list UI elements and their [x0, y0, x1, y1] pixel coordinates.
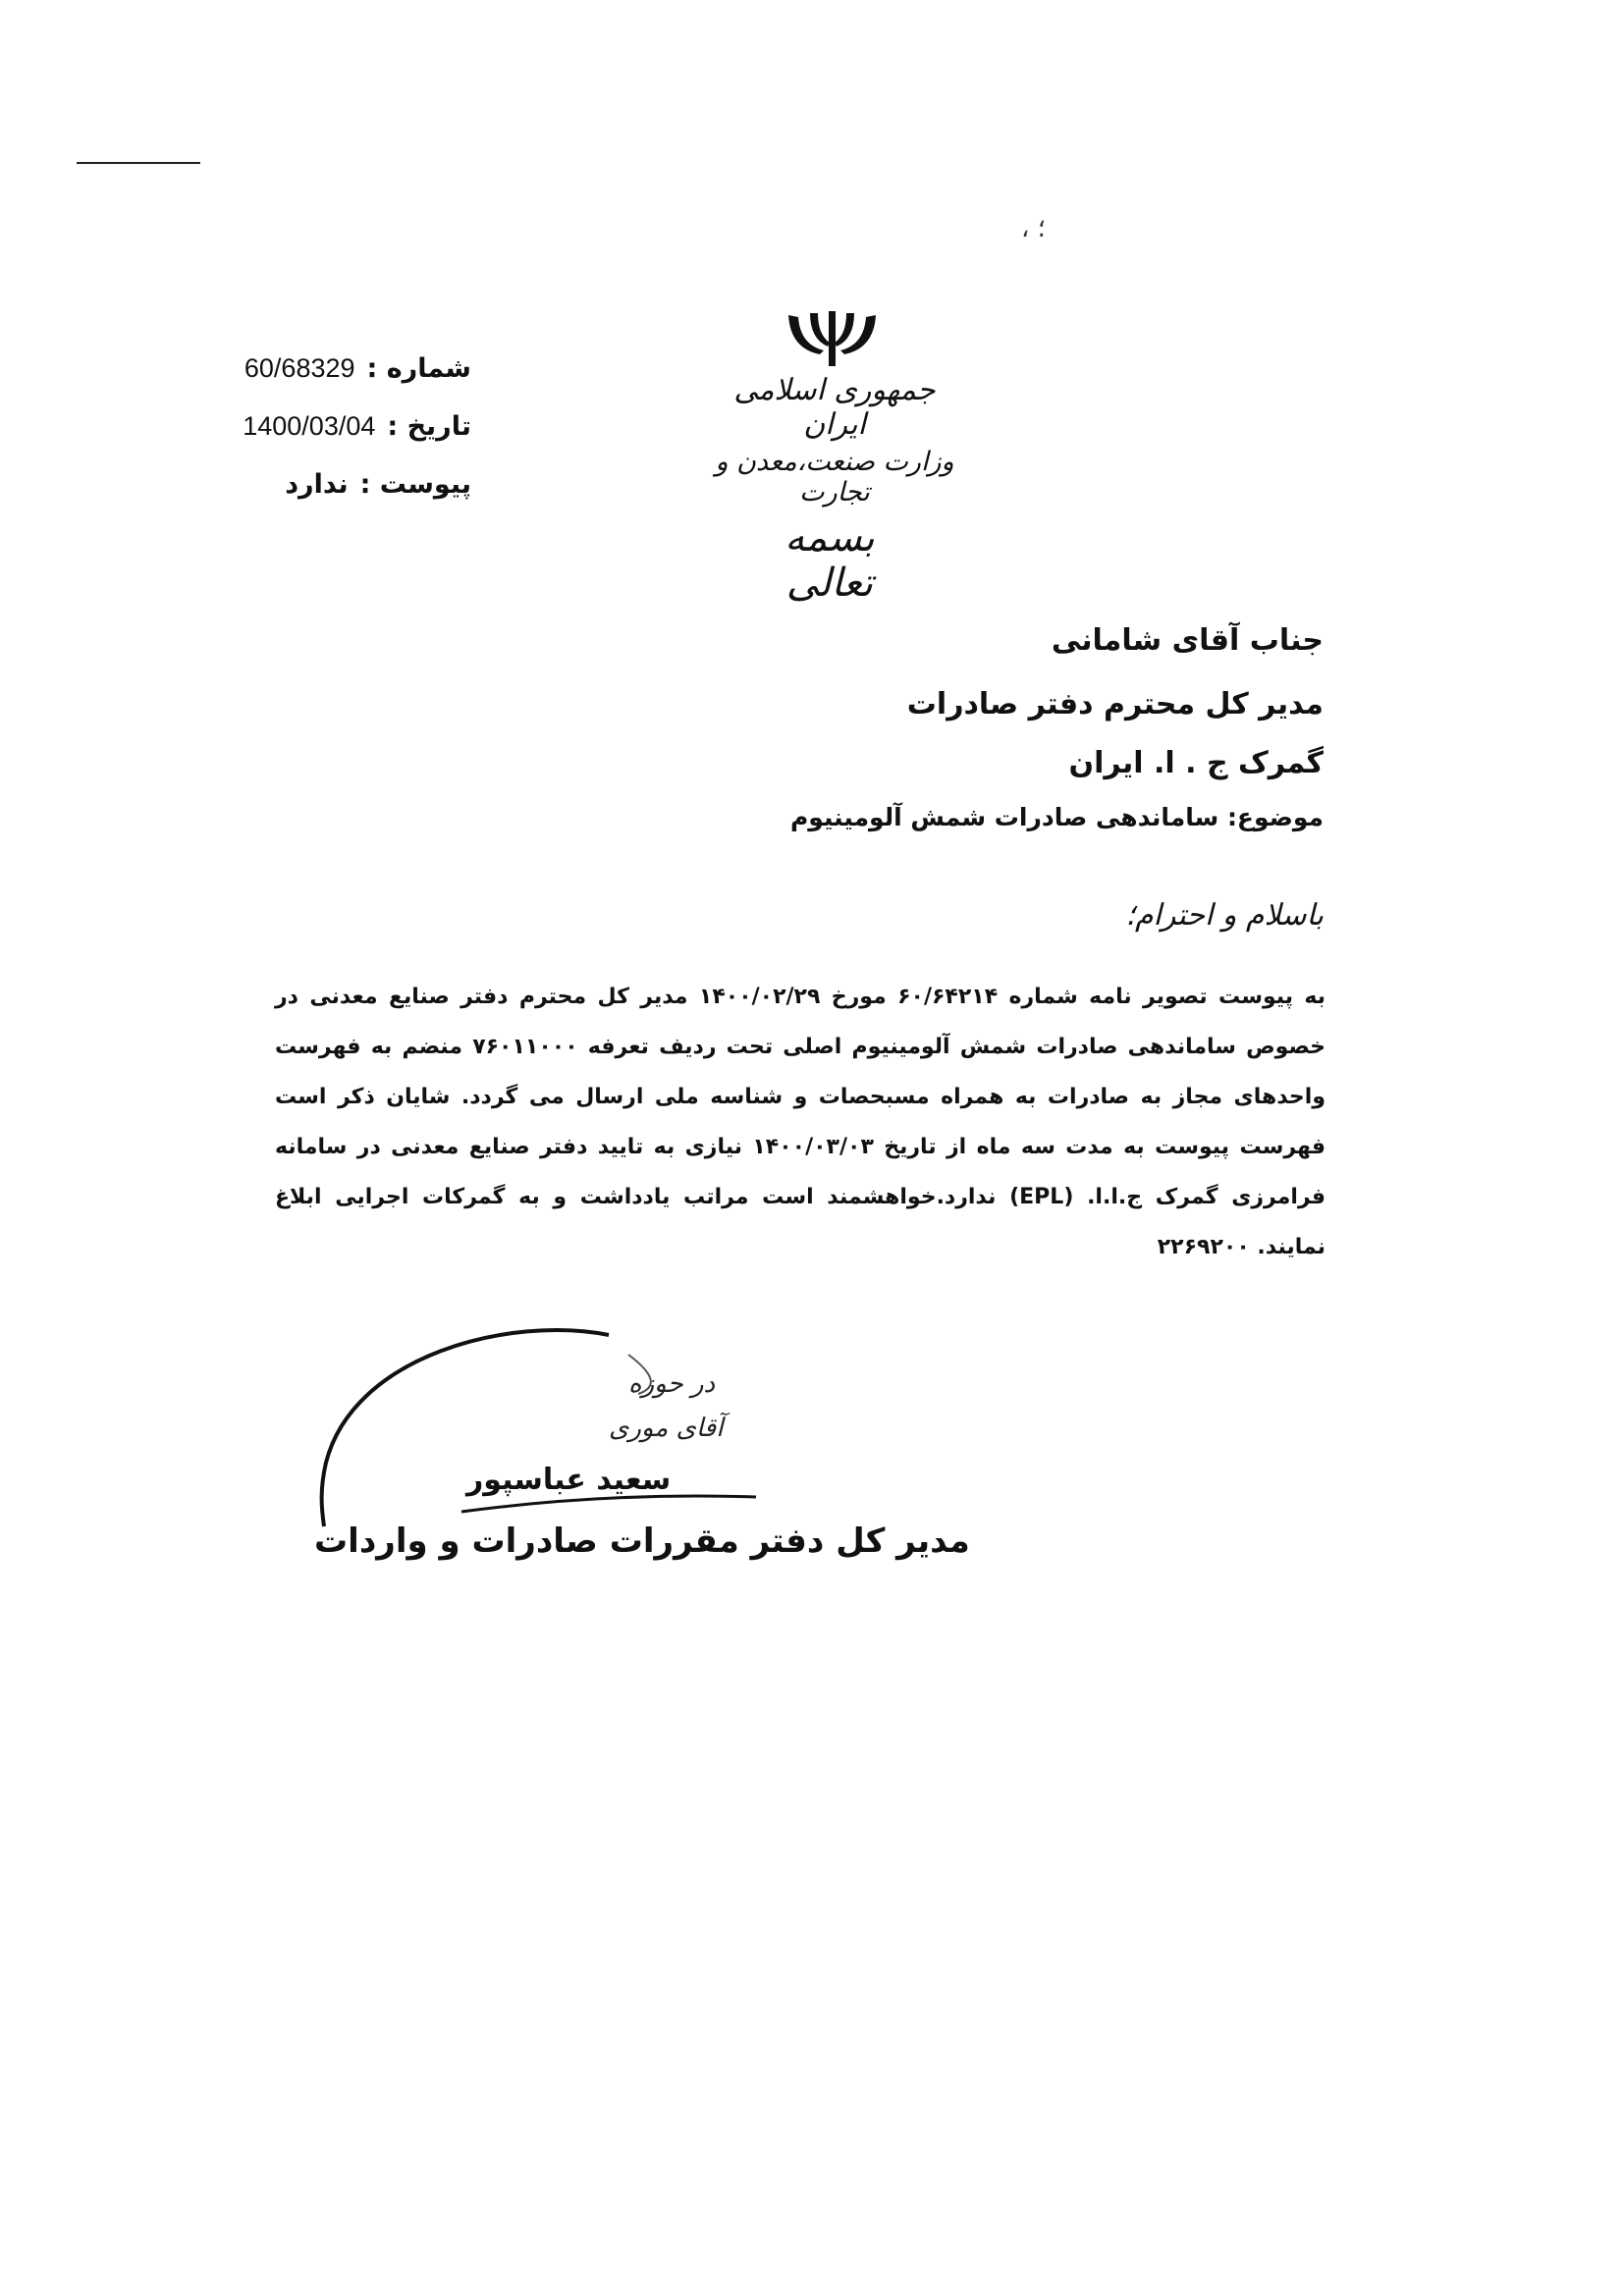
- letter-meta: [206, 353, 471, 527]
- meta-number: [206, 353, 471, 411]
- letter-body: به پیوست تصویر نامه شماره ۶۰/۶۴۲۱۴ مورخ ۱۴۰۰/۰۲/۲۹ مدیر کل محترم دفتر صنایع معدنی در خصوص ساماندهی صادرات شمش آلومینیوم اصلی تحت ردیف تعرفه ۷۶۰۱۱۰۰۰ منضم به فهرست واحدهای مجاز به صادرات به همراه مسبحصات و شناسه ملی ارسال می گردد. شایان ذکر است فهرست پیوست به مدت سه ماه از تاریخ ۱۴۰۰/۰۳/۰۳ نیازی به تایید دفتر صنایع معدنی در سامانه فرامرزی گمرک ج.ا.ا. (EPL) ندارد.خواهشمند است مراتب یادداشت و به گمرکات اجرایی ابلاغ نمایند. ۲۲۶۹۲۰۰: [275, 985, 1326, 1259]
- top-mark: ، ؛: [1021, 214, 1046, 243]
- greeting: باسلام و احترام؛: [1125, 898, 1324, 933]
- handwritten-note: در حوزه: [628, 1369, 716, 1399]
- signer-title: مدیر کل دفتر مقررات صادرات و واردات: [314, 1522, 970, 1561]
- recipient-name: جناب آقای شامانی: [1051, 623, 1324, 658]
- attachment-value: ندارد: [285, 469, 349, 500]
- signer-name: سعید عباسپور: [466, 1463, 672, 1497]
- subject-line: موضوع: ساماندهی صادرات شمش آلومینیوم: [789, 803, 1324, 831]
- number-label: شماره :: [366, 353, 471, 384]
- top-rule: [77, 162, 200, 164]
- handwritten-note: آقای موری: [609, 1414, 724, 1443]
- meta-attachment: [206, 469, 471, 527]
- ministry-name: وزارت صنعت،معدن و تجارت: [715, 447, 954, 507]
- recipient-position: مدیر کل محترم دفتر صادرات: [906, 687, 1324, 721]
- date-label: تاریخ :: [387, 411, 471, 442]
- invocation: بسمه تعالی: [784, 515, 875, 606]
- emblem-icon: [781, 309, 884, 368]
- meta-date: [206, 411, 471, 469]
- recipient-organization: گمرک ج . ا. ایران: [1068, 746, 1324, 780]
- number-value: 60/68329: [243, 353, 355, 383]
- country-name: جمهوری اسلامی ایران: [733, 373, 936, 442]
- attachment-label: پیوست :: [359, 469, 471, 500]
- date-value: 1400/03/04: [243, 411, 376, 441]
